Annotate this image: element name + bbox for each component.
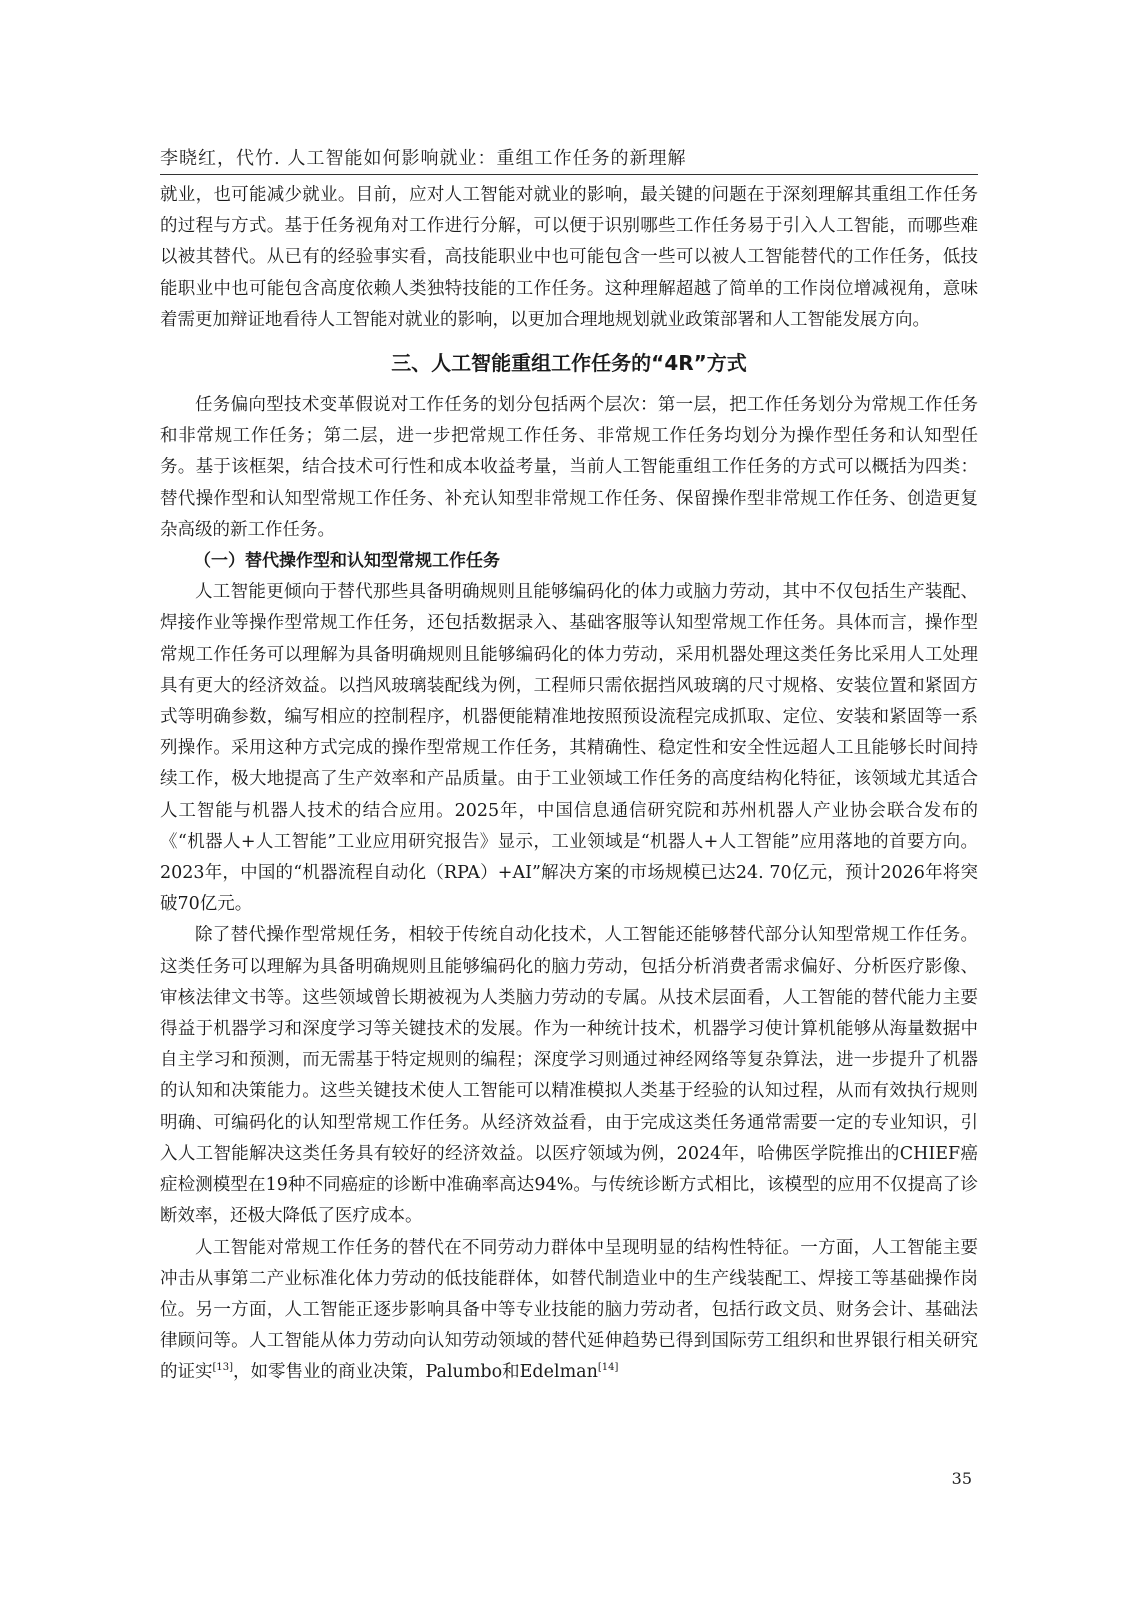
paragraph-1: 人工智能更倾向于替代那些具备明确规则且能够编码化的体力或脑力劳动，其中不仅包括生产装配、焊接作业等操作型常规工作任务，还包括数据录入、基础客服等认知型常规工作任务。具体而言，操作型常规工作任务可以理解为具备明确规则且能够编码化的体力劳动，采用机器处理这类任务比采用人工处理具有更大的经济效益。以挡风玻璃装配线为例，工程师只需依据挡风玻璃的尺寸规格、安装位置和紧固方式等明确参数，编写相应的控制程序，机器便能精准地按照预设流程完成抓取、定位、安装和紧固等一系列操作。采用这种方式完成的操作型常规工作任务，其精确性、稳定性和安全性远超人工且能够长时间持续工作，极大地提高了生产效率和产品质量。由于工业领域工作任务的高度结构化特征，该领域尤其适合人工智能与机器人技术的结合应用。2025年，中国信息通信研究院和苏州机器人产业协会联合发布的《“机器人+人工智能”工业应用研究报告》显示，工业领域是“机器人+人工智能”应用落地的首要方向。2023年，中国的“机器流程自动化（RPA）+AI”解决方案的市场规模已达24. 70亿元，预计2026年将突破70亿元。 bbox=[160, 582, 978, 915]
paragraph-3-text: 人工智能对常规工作任务的替代在不同劳动力群体中呈现明显的结构性特征。一方面，人工智能主要冲击从事第二产业标准化体力劳动的低技能群体，如替代制造业中的生产线装配工、焊接工等基础操作岗位。另一方面，人工智能正逐步影响具备中等专业技能的脑力劳动者，包括行政文员、财务会计、基础法律顾问等。人工智能从体力劳动向认知劳动领域的替代延伸趋势已得到国际劳工组织和世界银行相关研究的证实 bbox=[160, 1237, 978, 1383]
header-rule bbox=[160, 174, 978, 175]
page-number: 35 bbox=[951, 1469, 972, 1488]
body-text bbox=[160, 180, 978, 1389]
citation-14[interactable]: [14] bbox=[597, 1362, 619, 1374]
paragraph-section-intro: 任务偏向型技术变革假说对工作任务的划分包括两个层次：第一层，把工作任务划分为常规工作任务和非常规工作任务；第二层，进一步把常规工作任务、非常规工作任务均划分为操作型任务和认知型任务。基于该框架，结合技术可行性和成本收益考量，当前人工智能重组工作任务的方式可以概括为四类：替代操作型和认知型常规工作任务、补充认知型非常规工作任务、保留操作型非常规工作任务、创造更复杂高级的新工作任务。 bbox=[160, 395, 978, 540]
running-header: 李晓红，代竹. 人工智能如何影响就业：重组工作任务的新理解 bbox=[160, 148, 687, 169]
subsection-heading: （一）替代操作型和认知型常规工作任务 bbox=[194, 551, 500, 572]
section-heading: 三、人工智能重组工作任务的“4R”方式 bbox=[391, 351, 747, 376]
paragraph-3-continuation: ，如零售业的商业决策，Palumbo和Edelman bbox=[233, 1362, 598, 1383]
paragraph-2: 除了替代操作型常规任务，相较于传统自动化技术，人工智能还能够替代部分认知型常规工作任务。这类任务可以理解为具备明确规则且能够编码化的脑力劳动，包括分析消费者需求偏好、分析医疗影像、审核法律文书等。这些领域曾长期被视为人类脑力劳动的专属。从技术层面看，人工智能的替代能力主要得益于机器学习和深度学习等关键技术的发展。作为一种统计技术，机器学习使计算机能够从海量数据中自主学习和预测，而无需基于特定规则的编程；深度学习则通过神经网络等复杂算法，进一步提升了机器的认知和决策能力。这些关键技术使人工智能可以精准模拟人类基于经验的认知过程，从而有效执行规则明确、可编码化的认知型常规工作任务。从经济效益看，由于完成这类任务通常需要一定的专业知识，引入人工智能解决这类任务具有较好的经济效益。以医疗领域为例，2024年，哈佛医学院推出的CHIEF癌症检测模型在19种不同癌症的诊断中准确率高达94%。与传统诊断方式相比，该模型的应用不仅提高了诊断效率，还极大降低了医疗成本。 bbox=[160, 925, 978, 1227]
paragraph-3 bbox=[160, 1233, 978, 1389]
paragraph-continued: 就业，也可能减少就业。目前，应对人工智能对就业的影响，最关键的问题在于深刻理解其重组工作任务的过程与方式。基于任务视角对工作进行分解，可以便于识别哪些工作任务易于引入人工智能，而哪些难以被其替代。从已有的经验事实看，高技能职业中也可能包含一些可以被人工智能替代的工作任务，低技能职业中也可能包含高度依赖人类独特技能的工作任务。这种理解超越了简单的工作岗位增减视角，意味着需更加辩证地看待人工智能对就业的影响，以更加合理地规划就业政策部署和人工智能发展方向。 bbox=[160, 185, 978, 330]
citation-13[interactable]: [13] bbox=[212, 1362, 234, 1374]
